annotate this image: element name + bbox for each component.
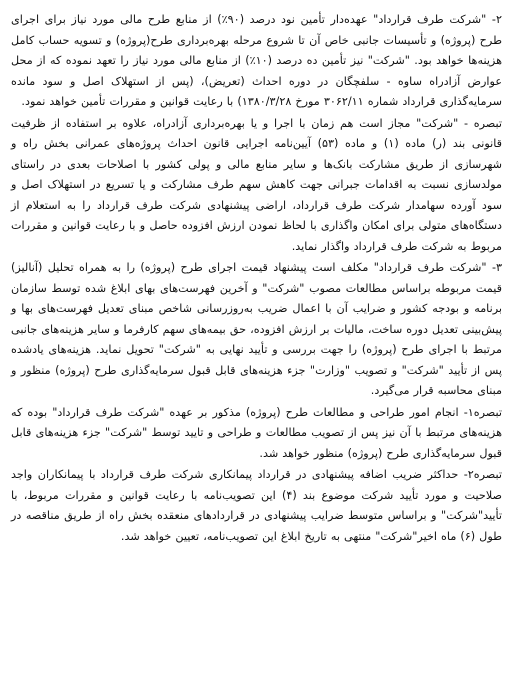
paragraph-note-2: تبصره۲- حداکثر ضریب اضافه پیشنهادی در قرارداد پیمانکاری شرکت طرف قرارداد با پیمانکاران واجد صلاحیت و مورد تأیید شرکت موضوع بند (۴) این تصویب‌نامه با رعایت قوانین و مقررات مربوط، با تأیید"شرکت" و براساس متوسط ضرایب پیشنهادی در قراردادهای منعقده بخش راه از طریق مناقصه در طول (۶) ماه اخیر"شرکت" منتهی به تاریخ ابلاغ این تصویب‌نامه، تعیین خواهد شد.: [11, 468, 502, 543]
paragraph-note-1: تبصره۱- انجام امور طراحی و مطالعات طرح (پروژه) مذکور بر عهده "شرکت طرف قرارداد" بوده که هزینه‌های مرتبط با آن نیز پس از تصویب مطالعات و طراحی و تایید توسط "شرکت" جزء هزینه‌های قابل قبول سرمایه‌گذاری طرح (پروژه) منظور خواهد شد.: [11, 405, 502, 460]
paragraph-clause-2: ۲- "شرکت طرف قرارداد" عهده‌دار تأمین نود درصد (۹۰٪) از منابع طرح مالی مورد نیاز برای اجرای طرح (پروژه) و تأسیسات جانبی خاص آن تا شروع مرحله بهره‌برداری طرح(پروژه) و تسویه حساب کامل هزینه‌ها خواهد بود. "شرکت" نیز تأمین ده درصد (۱۰٪) از منابع مالی مورد نیاز را تعهد نموده که از محل عوارض آزادراه ساوه - سلفچگان در دوره احداث (تعریض)، (پس از استهلاک اصل و سود مانده سرمایه‌گذاری قرارداد شماره ۳۰۶۲/۱۱ مورخ ۱۳۸۰/۳/۲۸) با رعایت قوانین و مقررات تأمین خواهد نمود.: [11, 13, 502, 108]
paragraph-note: تبصره - "شرکت" مجاز است هم زمان با اجرا و یا بهره‌برداری آزادراه، علاوه بر استفاده از ظرفیت قانونی بند (ر) ماده (۱) و ماده (۵۳) آیین‌نامه اجرایی قانون احداث پروژه‌های عمرانی بخش راه و شهرسازی از طریق مشارکت بانک‌ها و سایر منابع مالی و پولی کشور با اصلاحات بعدی در راستای مولدسازی نسبت به اقدامات جبرانی جهت کاهش سهم طرف مشارکت و یا تسریع در استهلاک اصل و سود آورده سهامدار شرکت طرف قرارداد، اراضی پیشنهادی شرکت طرف قرارداد را به استعلام از دستگاه‌های متولی برای امکان واگذاری با لحاظ نمودن ارزش افزوده حاصل و با رعایت قوانین و مقررات مربوط به شرکت طرف قرارداد واگذار نماید.: [11, 116, 502, 253]
paragraph-clause-3: ۳- "شرکت طرف قرارداد" مکلف است پیشنهاد قیمت اجرای طرح (پروژه) را به همراه تحلیل (آنالیز) قیمت مربوطه براساس مطالعات مصوب "شرکت" و آخرین فهرست‌های بهای ابلاغ شده توسط سازمان برنامه و بودجه کشور و ضرایب آن با اعمال ضریب به‌روزرسانی شاخص مبنای تعدیل فهرست‌های بها و پیش‌بینی تعدیل دوره ساخت، مالیات بر ارزش افزوده، حق بیمه‌های سهم کارفرما و سایر هزینه‌های جانبی مرتبط با اجرای طرح (پروژه) را جهت بررسی و تأیید نهایی به "شرکت" تحویل نماید. هزینه‌های یادشده پس از تأیید "شرکت" و تصویب "وزارت" جزء هزینه‌های قابل قبول سرمایه‌گذاری طرح (پروژه) منظور و مبنای محاسبه قرار می‌گیرد.: [11, 261, 502, 397]
